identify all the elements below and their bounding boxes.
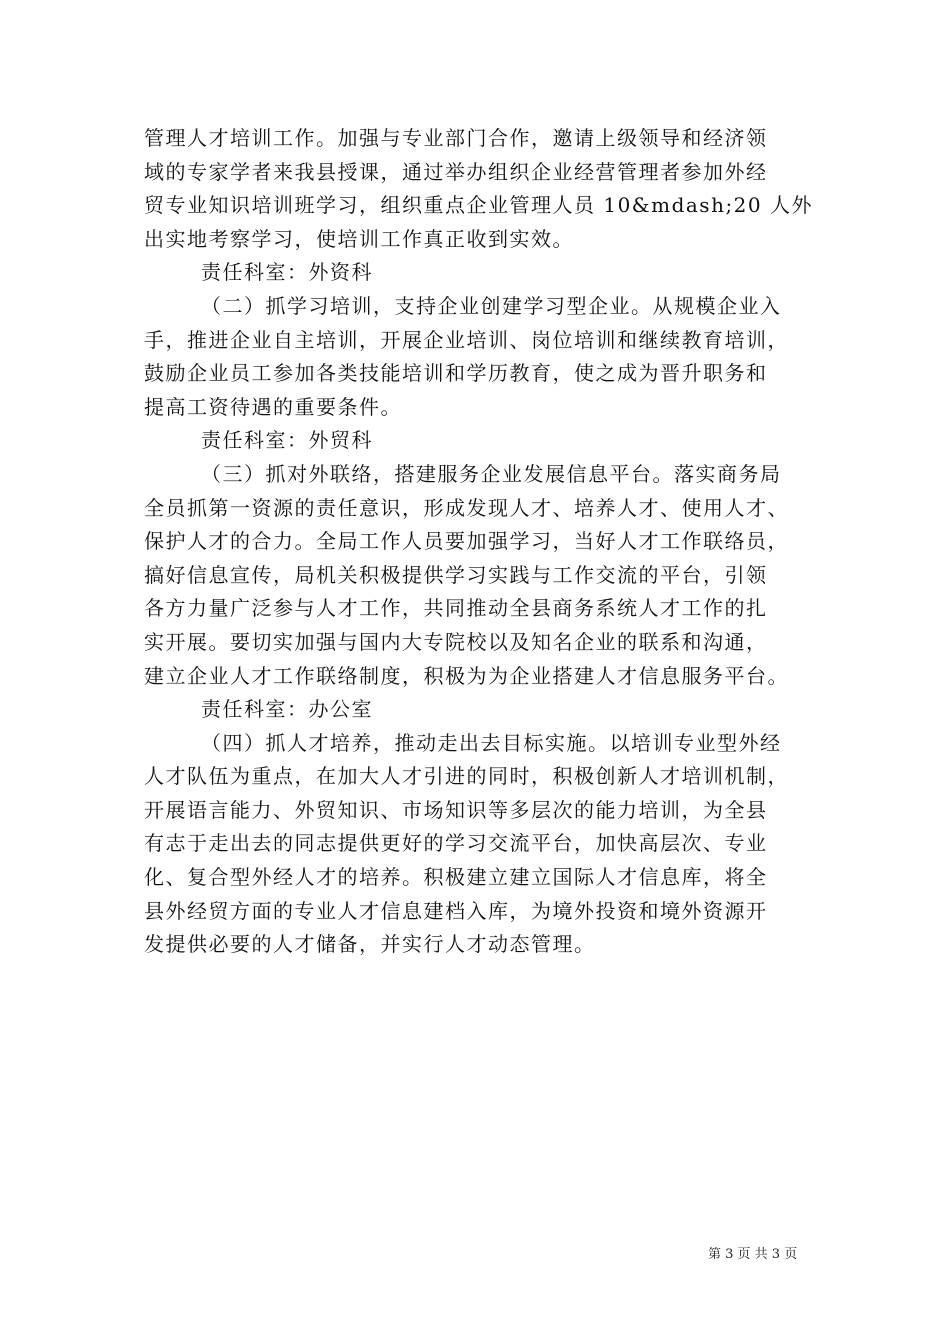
- responsible-office-line: 责任科室：办公室: [201, 697, 373, 722]
- text-line: 发提供必要的人才储备，并实行人才动态管理。: [144, 932, 596, 957]
- document-body: [144, 122, 812, 962]
- paragraph-start-line: （四）抓人才培养，推动走出去目标实施。以培训专业型外经: [201, 730, 782, 755]
- text-line: 开展语言能力、外贸知识、市场知识等多层次的能力培训，为全县: [144, 797, 768, 822]
- text-line: 有志于走出去的同志提供更好的学习交流平台，加快高层次、专业: [144, 831, 768, 856]
- text-line: 各方力量广泛参与人才工作，共同推动全县商务系统人才工作的扎: [144, 596, 768, 621]
- text-line: 化、复合型外经人才的培养。积极建立建立国际人才信息库，将全: [144, 865, 768, 890]
- text-line: 建立企业人才工作联络制度，积极为为企业搭建人才信息服务平台。: [144, 663, 789, 688]
- text-line: 贸专业知识培训班学习，组织重点企业管理人员 10&mdash;20 人外: [144, 193, 813, 218]
- text-line: 鼓励企业员工参加各类技能培训和学历教育，使之成为晋升职务和: [144, 361, 768, 386]
- page-number: 第 3 页 共 3 页: [708, 1247, 798, 1262]
- paragraph-start-line: （三）抓对外联络，搭建服务企业发展信息平台。落实商务局: [201, 461, 782, 486]
- text-line: 管理人才培训工作。加强与专业部门合作，邀请上级领导和经济领: [144, 126, 768, 150]
- text-line: 实开展。要切实加强与国内大专院校以及知名企业的联系和沟通，: [144, 629, 768, 654]
- text-line: 保护人才的合力。全局工作人员要加强学习，当好人才工作联络员，: [144, 529, 789, 554]
- text-line: 全员抓第一资源的责任意识，形成发现人才、培养人才、使用人才、: [144, 495, 789, 520]
- text-line: 提高工资待遇的重要条件。: [144, 394, 402, 419]
- responsible-office-line: 责任科室：外资科: [201, 260, 373, 285]
- text-line: 县外经贸方面的专业人才信息建档入库，为境外投资和境外资源开: [144, 898, 768, 923]
- text-line: 手，推进企业自主培训，开展企业培训、岗位培训和继续教育培训，: [144, 327, 789, 352]
- text-line: 出实地考察学习，使培训工作真正收到实效。: [144, 226, 574, 251]
- text-line: 搞好信息宣传，局机关积极提供学习实践与工作交流的平台，引领: [144, 562, 768, 587]
- text-line: 域的专家学者来我县授课，通过举办组织企业经营管理者参加外经: [144, 159, 768, 184]
- paragraph-start-line: （二）抓学习培训，支持企业创建学习型企业。从规模企业入: [201, 293, 782, 318]
- text-line: 人才队伍为重点，在加大人才引进的同时，积极创新人才培训机制，: [144, 764, 789, 789]
- responsible-office-line: 责任科室：外贸科: [201, 428, 373, 453]
